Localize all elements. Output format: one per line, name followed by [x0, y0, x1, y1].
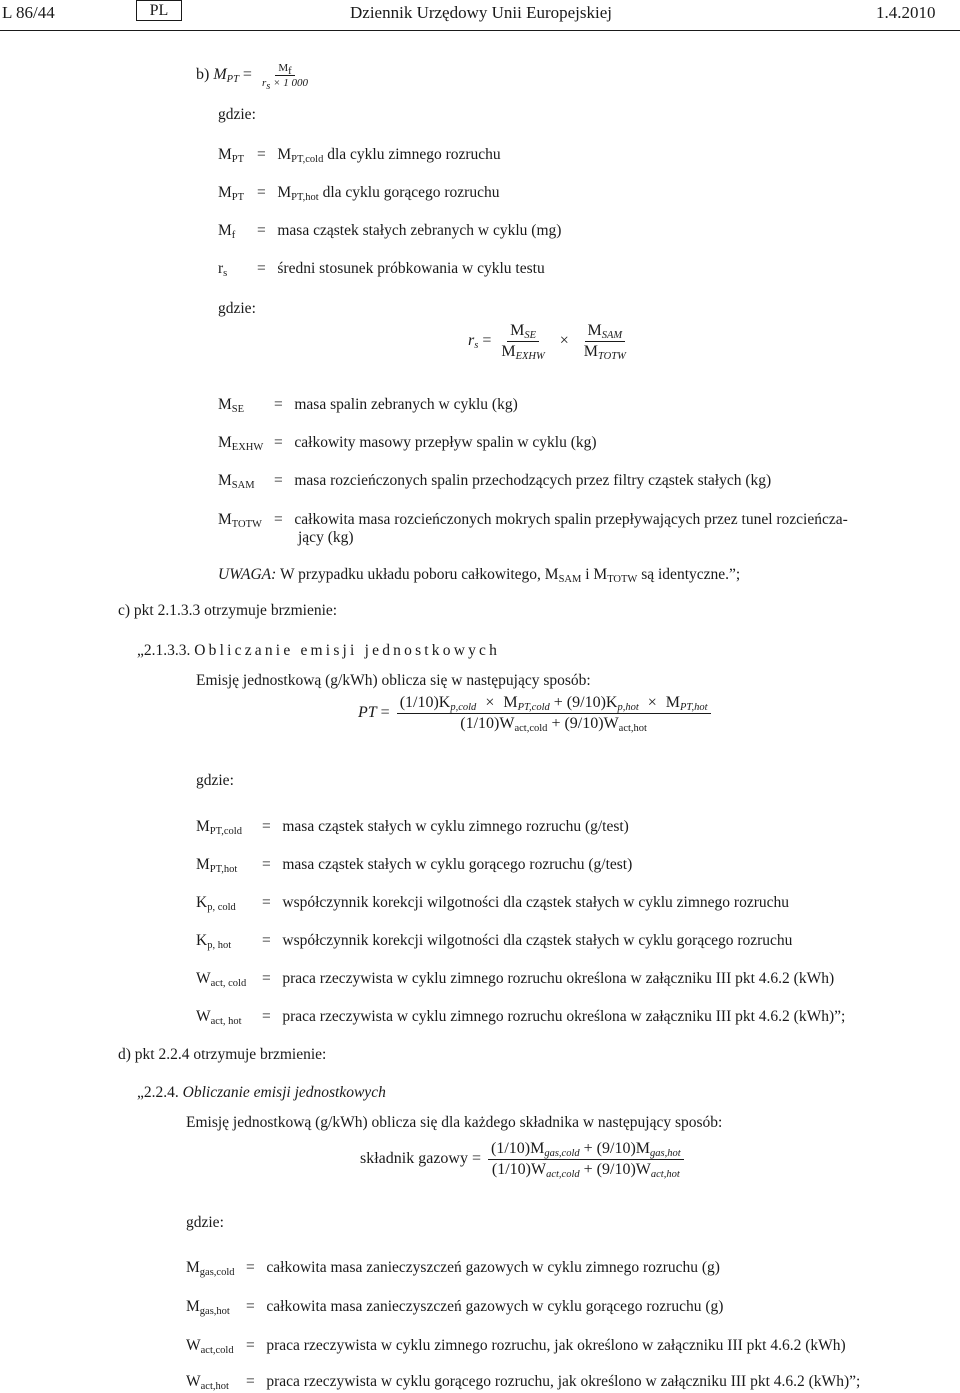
def-row: = całkowity masowy przepływ spalin w cyklu (kg) — [274, 434, 597, 451]
def-row: $M_{gas,cold}$ — [186, 1259, 235, 1278]
page-header — [0, 0, 960, 30]
rs-fraction-1: $\frac{M_{SE}}{M_{EXHW}}$ — [501, 322, 545, 362]
def-row: $W_{act,hot}$ — [186, 1373, 229, 1392]
def-row: $K_{p, cold}$ — [196, 894, 236, 913]
def-row: $W_{act, hot}$ — [196, 1008, 242, 1027]
def-row: = masa spalin zebranych w cyklu (kg) — [274, 396, 518, 413]
pt-fraction: $(1/10)K_{p,cold} \times M_{PT,cold} + (9/10)K_{p,hot} \times M_{PT,hot}$ $(1/10)W_{act,cold} + (9/10)W_{act,hot}$ — [397, 694, 711, 733]
def-row: = praca rzeczywista w cyklu zimnego rozruchu, jak określono w załączniku III pkt 4.6.2 (kWh) — [246, 1337, 846, 1354]
equals-sign: = — [242, 66, 252, 84]
language-badge: PL — [136, 0, 182, 21]
def-row: = całkowita masa zanieczyszczeń gazowych w cyklu zimnego rozruchu (g) — [246, 1259, 720, 1276]
def-row: $M_{PT}$ — [218, 184, 245, 203]
def-row: $r_s$ — [218, 260, 228, 279]
def-row: = praca rzeczywista w cyklu zimnego rozruchu określona w załączniku III pkt 4.6.2 (kWh)”; — [262, 1008, 846, 1025]
def-row: $M_{TOTW}$ — [218, 511, 262, 530]
def-row: $W_{act, cold}$ — [196, 970, 247, 989]
mpt-symbol: $M_{PT}$ — [213, 66, 239, 86]
header-rule — [0, 30, 960, 31]
def-row: = masa cząstek stałych w cyklu gorącego rozruchu (g/test) — [262, 856, 633, 873]
def-row: $M_{PT}$ — [218, 146, 245, 165]
def-row: = praca rzeczywista w cyklu zimnego rozruchu określona w załączniku III pkt 4.6.2 (kWh) — [262, 970, 835, 987]
def-row: = średni stosunek próbkowania w cyklu testu — [257, 260, 545, 277]
formula-rs: $r_s$ = $\frac{M_{SE}}{M_{EXHW}}$ × $\frac{M_{SAM}}{M_{TOTW}}$ — [468, 322, 632, 361]
def-row: = całkowita masa rozcieńczonych mokrych spalin przepływających przez tunel rozcieńcza- — [274, 511, 848, 528]
mpt-fraction: $\frac{M_f}{r_s \times 1 000}$ — [261, 62, 309, 92]
def-row: = praca rzeczywista w cyklu gorącego rozruchu, jak określono w załączniku III pkt 4.6.2 (kWh)”; — [246, 1373, 861, 1390]
def-row: $M_{PT,hot}$ — [196, 856, 238, 875]
def-row: $K_{p, hot}$ — [196, 932, 232, 951]
def-row: = masa cząstek stałych zebranych w cyklu (mg) — [257, 222, 562, 239]
gdzie-label: gdzie: — [218, 106, 256, 123]
def-row: $M_{gas,hot}$ — [186, 1298, 230, 1317]
publication-date: 1.4.2010 — [876, 3, 936, 22]
def-row: $M_{SE}$ — [218, 396, 245, 415]
note: UWAGA: W przypadku układu poboru całkowitego, $M_{SAM}$ i $M_{TOTW}$ są identyczne.”; — [218, 566, 741, 585]
def-row: = całkowita masa zanieczyszczeń gazowych w cyklu gorącego rozruchu (g) — [246, 1298, 724, 1315]
def-row: = masa rozcieńczonych spalin przechodzących przez filtry cząstek stałych (kg) — [274, 472, 772, 489]
def-row: = $M_{PT,hot}$ dla cyklu gorącego rozruchu — [257, 184, 500, 203]
gdzie-label: gdzie: — [218, 300, 256, 317]
def-row: $M_f$ — [218, 222, 236, 241]
def-row: = $M_{PT,cold}$ dla cyklu zimnego rozruchu — [257, 146, 501, 165]
gdzie-label: gdzie: — [186, 1214, 224, 1231]
intro-text: Emisję jednostkową (g/kWh) oblicza się w następujący sposób: — [196, 672, 591, 689]
gas-fraction: $\frac{(1/10)M_{gas,cold} + (9/10)M_{gas,hot}}{(1/10)W_{act,cold} + (9/10)W_{act,hot}}$ — [488, 1140, 684, 1179]
def-row: = masa cząstek stałych w cyklu zimnego rozruchu (g/test) — [262, 818, 629, 835]
def-row: $M_{EXHW}$ — [218, 434, 264, 453]
formula-mpt — [196, 62, 314, 92]
item-label-c: c) pkt 2.1.3.3 otrzymuje brzmienie: — [118, 602, 338, 619]
page-reference: L 86/44 — [2, 3, 55, 22]
section-heading-224: „2.2.4. Obliczanie emisji jednostkowych — [137, 1084, 386, 1101]
journal-title: Dziennik Urzędowy Unii Europejskiej — [350, 3, 613, 22]
def-row: $M_{SAM}$ — [218, 472, 255, 491]
formula-pt: PT = $(1/10)K_{p,cold} \times M_{PT,cold} + (9/10)K_{p,hot} \times M_{PT,hot}$ $(1/10)W_{act,cold} + (9/10)W_{act,hot}$ — [358, 694, 714, 733]
gdzie-label: gdzie: — [196, 772, 234, 789]
def-row: = współczynnik korekcji wilgotności dla cząstek stałych w cyklu zimnego rozruchu — [262, 894, 789, 911]
def-row: $W_{act,cold}$ — [186, 1337, 234, 1356]
item-label-d: d) pkt 2.2.4 otrzymuje brzmienie: — [118, 1046, 327, 1063]
intro-text: Emisję jednostkową (g/kWh) oblicza się dla każdego składnika w następujący sposób: — [186, 1114, 723, 1131]
section-heading-2133: „2.1.3.3. Obliczanie emisji jednostkowych — [137, 642, 501, 659]
rs-fraction-2: $\frac{M_{SAM}}{M_{TOTW}}$ — [583, 322, 626, 362]
def-row-continuation: jący (kg) — [298, 529, 354, 546]
def-row: = współczynnik korekcji wilgotności dla cząstek stałych w cyklu gorącego rozruchu — [262, 932, 793, 949]
def-row: $M_{PT,cold}$ — [196, 818, 242, 837]
item-label-b: b) — [196, 66, 210, 84]
formula-gas: składnik gazowy = $\frac{(1/10)M_{gas,cold} + (9/10)M_{gas,hot}}{(1/10)W_{act,cold} + (9/10)W_{act,hot}}$ — [360, 1140, 687, 1179]
